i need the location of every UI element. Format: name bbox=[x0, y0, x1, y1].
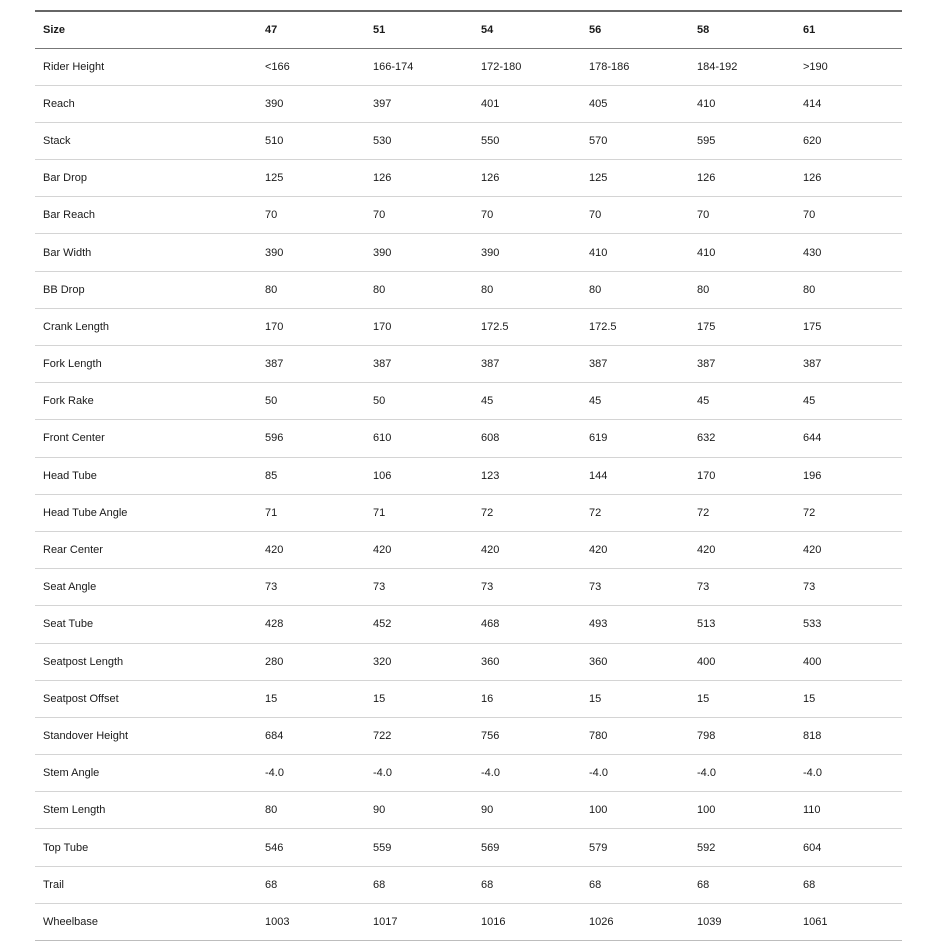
table-row bbox=[35, 234, 902, 271]
table-cell: 400 bbox=[689, 643, 795, 680]
table-cell: 410 bbox=[581, 234, 689, 271]
table-cell: 110 bbox=[795, 792, 902, 829]
table-cell: 170 bbox=[365, 308, 473, 345]
table-cell: 401 bbox=[473, 85, 581, 122]
table-cell: 85 bbox=[257, 457, 365, 494]
table-cell: 170 bbox=[689, 457, 795, 494]
table-cell: 45 bbox=[689, 383, 795, 420]
table-cell: 68 bbox=[473, 866, 581, 903]
table-row bbox=[35, 531, 902, 568]
table-cell: 818 bbox=[795, 717, 902, 754]
table-cell: 608 bbox=[473, 420, 581, 457]
table-row bbox=[35, 643, 902, 680]
table-cell: 80 bbox=[257, 271, 365, 308]
table-cell: 68 bbox=[581, 866, 689, 903]
table-cell: 72 bbox=[689, 494, 795, 531]
table-body bbox=[35, 48, 902, 941]
table-cell: 420 bbox=[689, 531, 795, 568]
table-cell: 45 bbox=[473, 383, 581, 420]
row-label: Front Center bbox=[35, 420, 257, 457]
table-cell: 280 bbox=[257, 643, 365, 680]
table-row bbox=[35, 569, 902, 606]
row-label: Reach bbox=[35, 85, 257, 122]
row-label: Stack bbox=[35, 122, 257, 159]
table-cell: 80 bbox=[689, 271, 795, 308]
row-label: Seatpost Offset bbox=[35, 680, 257, 717]
table-row bbox=[35, 197, 902, 234]
table-cell: 533 bbox=[795, 606, 902, 643]
table-row bbox=[35, 420, 902, 457]
table-cell: 80 bbox=[473, 271, 581, 308]
row-label: Seatpost Length bbox=[35, 643, 257, 680]
table-cell: -4.0 bbox=[581, 755, 689, 792]
table-cell: 405 bbox=[581, 85, 689, 122]
table-cell: 80 bbox=[257, 792, 365, 829]
row-label: Stem Length bbox=[35, 792, 257, 829]
table-cell: 390 bbox=[257, 85, 365, 122]
table-row bbox=[35, 48, 902, 85]
table-cell: 126 bbox=[473, 160, 581, 197]
table-cell: 100 bbox=[689, 792, 795, 829]
table-cell: 530 bbox=[365, 122, 473, 159]
table-cell: 50 bbox=[257, 383, 365, 420]
table-header bbox=[35, 11, 902, 48]
table-cell: 125 bbox=[257, 160, 365, 197]
table-cell: 513 bbox=[689, 606, 795, 643]
table-row bbox=[35, 160, 902, 197]
table-cell: 579 bbox=[581, 829, 689, 866]
table-cell: 430 bbox=[795, 234, 902, 271]
table-cell: 144 bbox=[581, 457, 689, 494]
table-cell: 170 bbox=[257, 308, 365, 345]
table-cell: 596 bbox=[257, 420, 365, 457]
table-cell: 73 bbox=[257, 569, 365, 606]
table-cell: 420 bbox=[795, 531, 902, 568]
header-size-56: 56 bbox=[581, 11, 689, 48]
table-cell: 123 bbox=[473, 457, 581, 494]
table-cell: 196 bbox=[795, 457, 902, 494]
table-cell: 73 bbox=[473, 569, 581, 606]
table-cell: 798 bbox=[689, 717, 795, 754]
table-row bbox=[35, 122, 902, 159]
table-cell: 15 bbox=[365, 680, 473, 717]
table-cell: 15 bbox=[581, 680, 689, 717]
table-cell: 73 bbox=[365, 569, 473, 606]
table-row bbox=[35, 85, 902, 122]
table-row bbox=[35, 903, 902, 940]
row-label: Fork Rake bbox=[35, 383, 257, 420]
table-cell: 126 bbox=[365, 160, 473, 197]
row-label: Crank Length bbox=[35, 308, 257, 345]
table-cell: 80 bbox=[795, 271, 902, 308]
table-row bbox=[35, 346, 902, 383]
table-cell: 50 bbox=[365, 383, 473, 420]
table-cell: 410 bbox=[689, 234, 795, 271]
table-cell: 610 bbox=[365, 420, 473, 457]
table-cell: 73 bbox=[795, 569, 902, 606]
table-cell: 70 bbox=[795, 197, 902, 234]
table-cell: 390 bbox=[257, 234, 365, 271]
table-cell: 1061 bbox=[795, 903, 902, 940]
table-cell: 166-174 bbox=[365, 48, 473, 85]
table-cell: 175 bbox=[689, 308, 795, 345]
table-cell: 178-186 bbox=[581, 48, 689, 85]
header-size-58: 58 bbox=[689, 11, 795, 48]
table-cell: 397 bbox=[365, 85, 473, 122]
table-cell: 90 bbox=[365, 792, 473, 829]
row-label: Head Tube Angle bbox=[35, 494, 257, 531]
table-cell: 320 bbox=[365, 643, 473, 680]
table-row bbox=[35, 457, 902, 494]
table-cell: 387 bbox=[795, 346, 902, 383]
table-cell: 569 bbox=[473, 829, 581, 866]
table-cell: 15 bbox=[689, 680, 795, 717]
table-cell: 72 bbox=[473, 494, 581, 531]
table-row bbox=[35, 792, 902, 829]
table-cell: 126 bbox=[689, 160, 795, 197]
table-cell: 468 bbox=[473, 606, 581, 643]
table-cell: 68 bbox=[689, 866, 795, 903]
table-cell: 387 bbox=[365, 346, 473, 383]
table-cell: 360 bbox=[581, 643, 689, 680]
table-cell: 70 bbox=[473, 197, 581, 234]
table-cell: 1016 bbox=[473, 903, 581, 940]
table-cell: 184-192 bbox=[689, 48, 795, 85]
table-cell: 390 bbox=[473, 234, 581, 271]
table-row bbox=[35, 866, 902, 903]
table-cell: 420 bbox=[473, 531, 581, 568]
table-cell: 16 bbox=[473, 680, 581, 717]
table-cell: 546 bbox=[257, 829, 365, 866]
table-cell: 780 bbox=[581, 717, 689, 754]
table-cell: 632 bbox=[689, 420, 795, 457]
table-cell: 387 bbox=[689, 346, 795, 383]
table-cell: 619 bbox=[581, 420, 689, 457]
table-cell: 172-180 bbox=[473, 48, 581, 85]
table-cell: 68 bbox=[795, 866, 902, 903]
table-cell: 410 bbox=[689, 85, 795, 122]
table-cell: 756 bbox=[473, 717, 581, 754]
table-cell: 100 bbox=[581, 792, 689, 829]
table-row bbox=[35, 494, 902, 531]
table-cell: 722 bbox=[365, 717, 473, 754]
table-cell: 592 bbox=[689, 829, 795, 866]
row-label: Fork Length bbox=[35, 346, 257, 383]
table-cell: 72 bbox=[795, 494, 902, 531]
table-row bbox=[35, 829, 902, 866]
table-cell: 414 bbox=[795, 85, 902, 122]
table-row bbox=[35, 271, 902, 308]
table-cell: 420 bbox=[257, 531, 365, 568]
table-row bbox=[35, 383, 902, 420]
table-cell: 68 bbox=[365, 866, 473, 903]
table-cell: 68 bbox=[257, 866, 365, 903]
table-cell: 70 bbox=[365, 197, 473, 234]
table-cell: 428 bbox=[257, 606, 365, 643]
header-row bbox=[35, 11, 902, 48]
row-label: Bar Drop bbox=[35, 160, 257, 197]
header-size-label: Size bbox=[35, 11, 257, 48]
row-label: Seat Tube bbox=[35, 606, 257, 643]
table-cell: 172.5 bbox=[473, 308, 581, 345]
table-cell: 106 bbox=[365, 457, 473, 494]
header-size-51: 51 bbox=[365, 11, 473, 48]
table-row bbox=[35, 680, 902, 717]
row-label: Wheelbase bbox=[35, 903, 257, 940]
row-label: Bar Reach bbox=[35, 197, 257, 234]
table-cell: 420 bbox=[581, 531, 689, 568]
header-size-54: 54 bbox=[473, 11, 581, 48]
table-cell: 73 bbox=[689, 569, 795, 606]
table-cell: 125 bbox=[581, 160, 689, 197]
table-cell: 684 bbox=[257, 717, 365, 754]
header-size-61: 61 bbox=[795, 11, 902, 48]
table-cell: 70 bbox=[257, 197, 365, 234]
row-label: Standover Height bbox=[35, 717, 257, 754]
table-cell: 70 bbox=[581, 197, 689, 234]
table-cell: 15 bbox=[795, 680, 902, 717]
row-label: Head Tube bbox=[35, 457, 257, 494]
table-cell: 1026 bbox=[581, 903, 689, 940]
table-cell: 126 bbox=[795, 160, 902, 197]
table-cell: 510 bbox=[257, 122, 365, 159]
table-cell: 452 bbox=[365, 606, 473, 643]
table-cell: 90 bbox=[473, 792, 581, 829]
table-row bbox=[35, 755, 902, 792]
table-cell: -4.0 bbox=[473, 755, 581, 792]
table-cell: 570 bbox=[581, 122, 689, 159]
table-cell: 1003 bbox=[257, 903, 365, 940]
table-cell: 595 bbox=[689, 122, 795, 159]
table-cell: 45 bbox=[795, 383, 902, 420]
table-cell: -4.0 bbox=[689, 755, 795, 792]
table-cell: 45 bbox=[581, 383, 689, 420]
table-cell: 390 bbox=[365, 234, 473, 271]
table-cell: -4.0 bbox=[365, 755, 473, 792]
table-cell: 175 bbox=[795, 308, 902, 345]
row-label: BB Drop bbox=[35, 271, 257, 308]
table-cell: <166 bbox=[257, 48, 365, 85]
row-label: Stem Angle bbox=[35, 755, 257, 792]
row-label: Trail bbox=[35, 866, 257, 903]
table-cell: 360 bbox=[473, 643, 581, 680]
table-cell: 387 bbox=[473, 346, 581, 383]
row-label: Bar Width bbox=[35, 234, 257, 271]
table-cell: 73 bbox=[581, 569, 689, 606]
table-cell: 71 bbox=[257, 494, 365, 531]
table-cell: 387 bbox=[257, 346, 365, 383]
table-cell: 420 bbox=[365, 531, 473, 568]
table-cell: 71 bbox=[365, 494, 473, 531]
table-cell: 1039 bbox=[689, 903, 795, 940]
table-cell: 644 bbox=[795, 420, 902, 457]
table-cell: 15 bbox=[257, 680, 365, 717]
table-cell: 70 bbox=[689, 197, 795, 234]
table-cell: 620 bbox=[795, 122, 902, 159]
row-label: Seat Angle bbox=[35, 569, 257, 606]
table-cell: 72 bbox=[581, 494, 689, 531]
table-cell: -4.0 bbox=[257, 755, 365, 792]
table-cell: 550 bbox=[473, 122, 581, 159]
table-cell: 172.5 bbox=[581, 308, 689, 345]
table-row bbox=[35, 308, 902, 345]
table-cell: 80 bbox=[581, 271, 689, 308]
table-cell: >190 bbox=[795, 48, 902, 85]
table-cell: 80 bbox=[365, 271, 473, 308]
table-cell: 1017 bbox=[365, 903, 473, 940]
table-cell: 400 bbox=[795, 643, 902, 680]
row-label: Top Tube bbox=[35, 829, 257, 866]
table-cell: 387 bbox=[581, 346, 689, 383]
table-cell: 604 bbox=[795, 829, 902, 866]
table-cell: 559 bbox=[365, 829, 473, 866]
header-size-47: 47 bbox=[257, 11, 365, 48]
row-label: Rider Height bbox=[35, 48, 257, 85]
table-row bbox=[35, 717, 902, 754]
geometry-table bbox=[35, 10, 902, 941]
table-cell: 493 bbox=[581, 606, 689, 643]
table-cell: -4.0 bbox=[795, 755, 902, 792]
table-row bbox=[35, 606, 902, 643]
row-label: Rear Center bbox=[35, 531, 257, 568]
